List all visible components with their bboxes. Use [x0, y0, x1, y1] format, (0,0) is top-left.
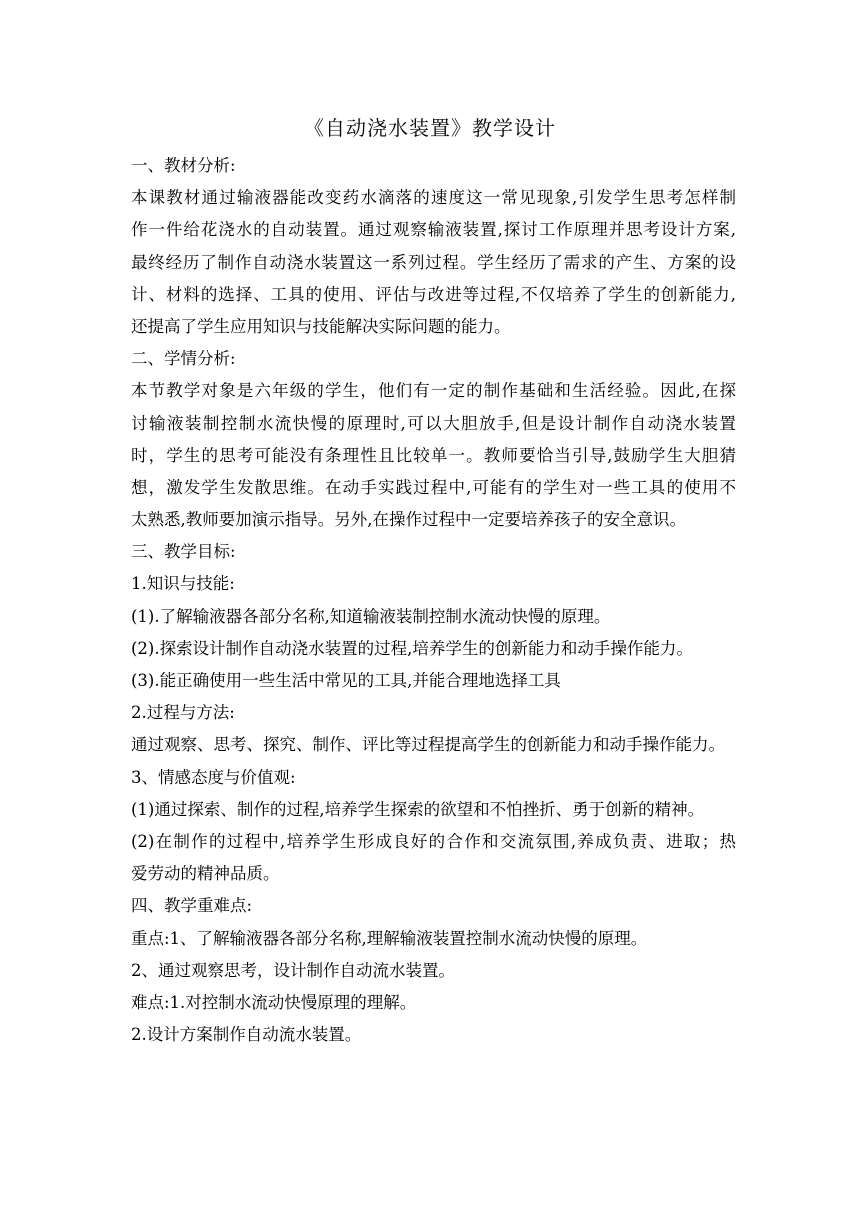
subheading-attitude-values: 3、情感态度与价值观:: [131, 767, 296, 787]
difficulty-1: 难点:1.对控制水流动快慢原理的理解。: [131, 992, 417, 1012]
subheading-knowledge-skills: 1.知识与技能:: [131, 574, 235, 594]
paragraph-line: 本节教学对象是六年级的学生，他们有一定的制作基础和生活经验。因此,在探: [131, 381, 736, 401]
section-heading-2: 二、学情分析:: [131, 349, 236, 369]
list-item: (1).了解输液器各部分名称,知道输液装制控制水流动快慢的原理。: [131, 606, 611, 626]
paragraph-line: 讨输液装制控制水流快慢的原理时,可以大胆放手,但是设计制作自动浇水装置: [131, 413, 736, 433]
key-point-1: 重点:1、了解输液器各部分名称,理解输液装置控制水流动快慢的原理。: [131, 928, 648, 948]
section-heading-1: 一、教材分析:: [131, 156, 236, 175]
section-1-paragraph: [131, 182, 736, 343]
list-item: (3).能正确使用一些生活中常见的工具,并能合理地选择工具: [131, 671, 561, 690]
paragraph-line: 计、材料的选择、工具的使用、评估与改进等过程,不仅培养了学生的创新能力,: [131, 284, 736, 304]
paragraph-line: 时，学生的思考可能没有条理性且比较单一。教师要恰当引导,鼓励学生大胆猜: [131, 445, 736, 465]
subheading-process-methods: 2.过程与方法:: [131, 703, 235, 723]
paragraph-line: 最终经历了制作自动浇水装置这一系列过程。学生经历了需求的产生、方案的设: [131, 252, 736, 272]
list-item: (2)在制作的过程中,培养学生形成良好的合作和交流氛围,养成负责、进取；热: [131, 831, 736, 851]
paragraph-line: 想，激发学生发散思维。在动手实践过程中,可能有的学生对一些工具的使用不: [131, 477, 736, 497]
paragraph-line: 太熟悉,教师要加演示指导。另外,在操作过程中一定要培养孩子的安全意识。: [131, 510, 686, 530]
list-item: (1)通过探索、制作的过程,培养学生探索的欲望和不怕挫折、勇于创新的精神。: [131, 799, 705, 819]
process-methods-text: 通过观察、思考、探究、制作、评比等过程提高学生的创新能力和动手操作能力。: [131, 735, 725, 755]
document-body: [131, 150, 736, 1051]
paragraph-line: 还提高了学生应用知识与技能解决实际问题的能力。: [131, 316, 511, 336]
paragraph-line: 作一件给花浇水的自动装置。通过观察输液装置,探讨工作原理并思考设计方案,: [131, 220, 736, 240]
difficulty-2: 2.设计方案制作自动流水装置。: [131, 1025, 362, 1045]
section-2-paragraph: [131, 375, 736, 536]
section-heading-3: 三、教学目标:: [131, 542, 236, 562]
document-title: 《自动浇水装置》教学设计: [304, 116, 556, 140]
list-item: (2).探索设计制作自动浇水装置的过程,培养学生的创新能力和动手操作能力。: [131, 638, 693, 658]
list-item-continuation: 爱劳动的精神品质。: [131, 864, 280, 884]
key-point-2: 2、通过观察思考，设计制作自动流水装置。: [131, 960, 455, 980]
section-heading-4: 四、教学重难点:: [131, 896, 253, 916]
paragraph-line: 本课教材通过输液器能改变药水滴落的速度这一常见现象,引发学生思考怎样制: [131, 188, 736, 208]
